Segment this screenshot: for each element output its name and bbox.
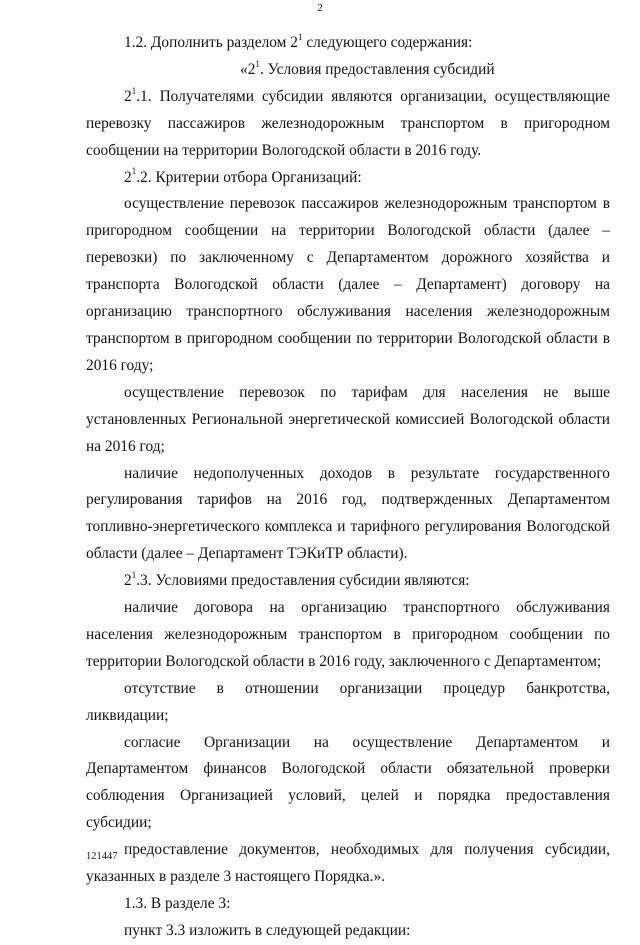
- document-body: [86, 30, 610, 945]
- condition-documents: предоставление документов, необходимых для получения субсидии, указанных в разделе 3 настоящего Порядка.».: [86, 841, 610, 886]
- paragraph-1-2: 1.2. Дополнить разделом $2^1$ следующего содержания:: [124, 31, 473, 51]
- condition-consent: согласие Организации на осуществление Департаментом и Департаментом финансов Вологодской области обязательной проверки соблюдения Организацией условий, целей и порядка предоставления субсидии;: [86, 733, 610, 832]
- condition-contract: наличие договора на организацию транспортного обслуживания населения железнодорожным транспортом в пригородном сообщении по территории Вологодской области в 2016 году, заключенного с Департаментом;: [86, 599, 610, 670]
- paragraph-clause-3-3: пункт 3.3 изложить в следующей редакции:: [124, 921, 411, 939]
- criterion-income: наличие недополученных доходов в результате государственного регулирования тарифов на 2016 год, подтвержденных Департаментом топливно-энергетического комплекса и тарифного регулирования Вологодской области (далее – Департамент ТЭКиТР области).: [86, 464, 610, 563]
- criterion-transport: осуществление перевозок пассажиров железнодорожным транспортом в пригородном сообщении на территории Вологодской области (далее – перевозки) по заключенному с Департаментом дорожного хозяйства и транспорта Вологодской области (далее – Департамент) договору на организацию транспортного обслуживания населения железнодорожным транспортом в пригородном сообщении по территории Вологодской области в 2016 году;: [86, 195, 610, 374]
- criterion-tariffs: осуществление перевозок по тарифам для населения не выше установленных Региональной энергетической комиссией Вологодской области на 2016 год;: [86, 383, 610, 455]
- paragraph-2-1-3: $2^1.3$. Условиями предоставления субсидии являются:: [124, 570, 470, 590]
- page-number: 2: [317, 2, 323, 14]
- condition-bankruptcy: отсутствие в отношении организации процедур банкротства, ликвидации;: [86, 679, 610, 724]
- document-id: 121447: [86, 851, 118, 862]
- paragraph-2-1-2: $2^1.2$. Критерии отбора Организаций:: [124, 166, 362, 186]
- paragraph-1-3: 1.3. В разделе 3:: [124, 895, 231, 912]
- section-heading: «$2^1$. Условия предоставления субсидий: [240, 58, 495, 78]
- paragraph-2-1-1: $2^1.1$. Получателями субсидии являются организации, осуществляющие перевозку пассажиров железнодорожным транспортом в пригородном сообщении на территории Вологодской области в 2016 году.: [86, 85, 610, 159]
